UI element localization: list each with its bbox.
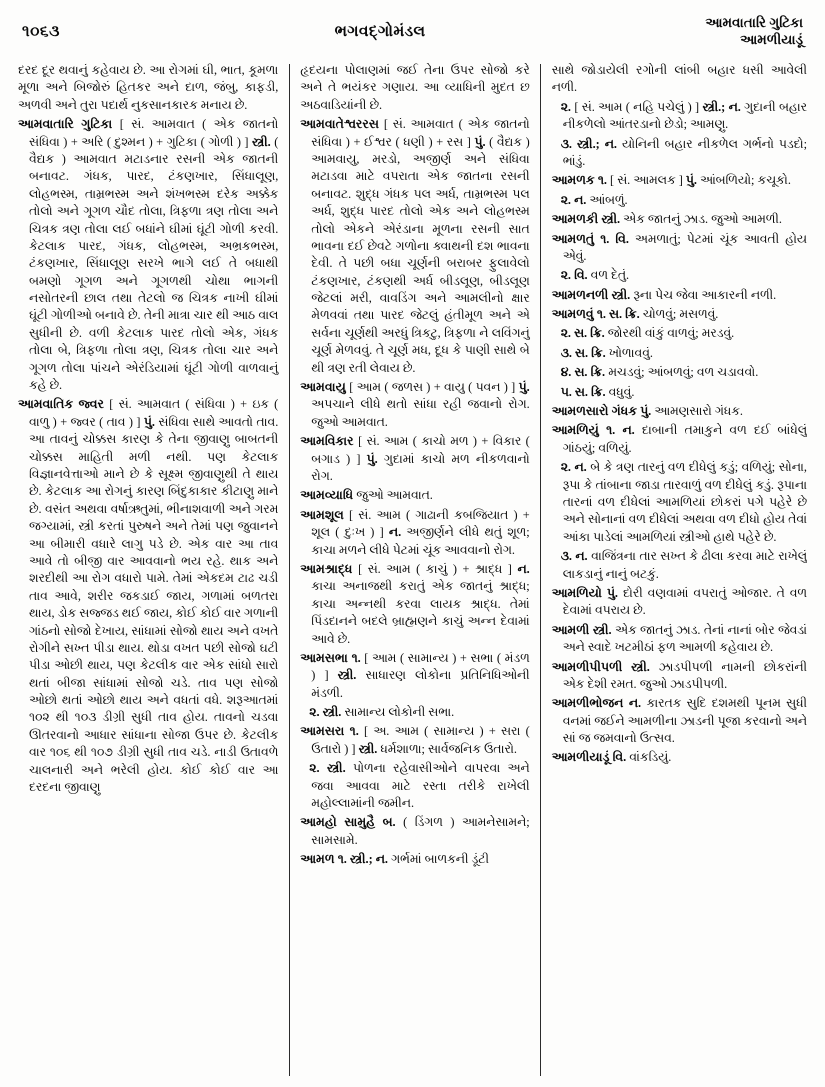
headword: આમશૂલ [300,507,350,522]
etymology: [ સં. આમ ( ગાઢાની કબજિયાત ) + શૂલ ( દુઃખ ) ] [311,507,530,540]
definition: જોરથી વાંકું વાળવું; મરડવું. [607,326,735,341]
headword: આમળક [551,173,598,188]
etymology: [ સં. આમવાત ( એક જાતનો સંધિવા ) + ઈશ્વર ( ધણી ) + રસ ] [311,117,530,149]
definition: આમણસારો ગંધક. [654,404,743,419]
headword: આમળવું [551,307,597,322]
definition: ચોળવું; મસળવું. [642,307,719,322]
definition: રૂના પેચ જેવા આકારની નળી. [633,287,777,302]
part-of-speech: સ્ત્રી. [358,741,381,756]
carryover-paragraph: સાથે જોડાયેલી રગોની લાંબી બહાર ધસી આવેલી નળી. [551,63,807,95]
dictionary-sense [300,760,529,812]
headword: આમવાતેશ્વરરસ [300,117,384,132]
sense-number: ૨. [309,761,327,776]
column-1 [18,62,289,1082]
definition: યોનિની બહાર નીકળેલ ગર્ભનો પડદો; ભાંડું. [562,136,807,168]
definition: આમવાત મટાડનાર રસની એક જાતની બનાવટ. ગંધક, પારદ, ટંકણખાર, સિંધાલૂણ, લોહભસ્મ, તામ્રભસ્મ અને શંખભસ્મ દરેક અક્કેક તોલો અને ગૂગળ ચૌદ તોલા, ત્રિફળા ત્રણ તોલા અને ચિત્રક ત્રણ તોલા લઈ બધાંને ઘીમાં ઘૂંટી ગોળી કરવી. કેટલાક પારદ, ગંધક, લોહભસ્મ, અભ્રકભસ્મ, ટંકણખાર, સિંધાલૂણ સરખે ભાગે લઈ તે બધાથી બમણો ગૂગળ અને ગૂગળથી ચોથા ભાગની નસોતરની છાલ તથા તેટલો જ ચિત્રક નાખી ઘીમાં ઘૂંટી ગોળીઓ બનાવે છે. તેની માત્રા ચાર થી આઠ વાલ સુધીની છે. વળી કેટલાક પારદ તોલો એક, ગંધક તોલા બે, ત્રિફળા તોલા ત્રણ, ચિત્રક તોલા ચાર અને ગૂગળ તોલા પાંચને એરંડિયામાં ઘૂંટી ગોળી વાળવાનું કહે છે. [29,151,279,393]
part-of-speech: વિ. [612,750,630,765]
part-of-speech: સ્ત્રી.; ન. [576,136,622,151]
catchword-first: આમવાતારિ ગુટિકા [705,15,803,30]
part-of-speech: સ. ક્રિ. [575,345,609,360]
carryover-paragraph: હૃદયના પોલાણમાં જઈ તેના ઉપર સોજો કરે અને તે ભયંકર ગણાય. આ વ્યાધિની મુદત છ અઠવાડિયાંની છે. [300,63,530,112]
part-of-speech: બ. [382,815,404,830]
dictionary-sense [552,548,807,583]
usage-field: ( વૈદ્યક ) [29,134,279,166]
part-of-speech: ન. [388,525,407,540]
part-of-speech: સ્ત્રી. [592,622,615,637]
headword: આમવાતારિ ગુટિકા [18,117,120,132]
part-of-speech: પું. [366,451,384,466]
dictionary-entry [300,433,529,485]
definition: અપચાને લીધે થતો સાંધા રહી જવાનો રોગ. જુઓ આમવાત. [311,397,530,429]
dictionary-sense [552,345,807,362]
sense-number: ૧. [337,852,350,867]
dictionary-entry [552,695,807,747]
part-of-speech: ન. [574,460,591,475]
definition: સંધિવા સાથે આવતો તાવ. આ તાવનું ચોક્કસ કારણ કે તેના જીવાણુ બાબતની ચોક્કસ માહિતી મળી નથી. પણ કેટલાક વિજ્ઞાનવેત્તાઓ માને છે કે સૂક્ષ્મ જીવાણુથી તે થાય છે. કેટલાક આ રોગનું કારણ બિંદુકાકાર કીટાણુ માને છે. વસંત અથવા વર્ષાઋતુમાં, ભીનાશવાળી અને ગરમ જગ્યામાં, સ્ત્રી કરતાં પુરુષને અને તેમાં પણ જુવાનને આ બીમારી વધારે લાગુ પડે છે. એક વાર આ તાવ આવે તો બીજી વાર આવવાનો ભય રહે. થાક અને શરદીથી આ રોગ વધારો પામે. તેમાં એકદમ ટાઢ ચડી તાવ આવે, શરીર જકડાઈ જાય, ગળામાં બળતરા થાય, ડોક સજ્જડ થઈ જાય, કોઈ કોઈ વાર ગળાની ગાંઠનો સોજો દેખાય, સાંધામાં સોજો થાય અને વખતે રોગીને સખ્ત પીડા થાય. થોડા વખત પછી સોજો ઘટી પીડા ઓછી થાય, પણ કેટલીક વાર એક સાંધો સારો થતાં બીજા સાંધામાં સોજો ચડે. તાવ પણ સોજો ઓછો થતાં ઓછો થાય અને વધતાં વધે. શરૂઆતમાં ૧૦૨ થી ૧૦૩ ડીગ્રી સુધી તાવ હોય. તાવનો ચડવા ઊતરવાનો આધાર સાંધાના સોજા ઉપર છે. કેટલીક વાર ૧૦૬ થી ૧૦૭ ડીગ્રી સુધી તાવ ચડે. નાડી ઉતાવળે ચાલનારી અને ભરેલી હોય. કોઈ કોઈ વાર આ દરદના જીવાણુ [29,414,279,795]
dictionary-sense [552,99,807,134]
sense-number: ૧. [606,423,623,438]
definition: વળ દેતું. [590,268,630,283]
sense-number: ૪. [560,365,575,380]
definition: દાબાની તમાકુને વળ દઈ બાંધેલું ગાંઠયું; વળિયું. [562,423,807,455]
definition: કારતક સુદિ દશમથી પૂનમ સુધી વનમાં જઈને આમળીના ઝાડની પૂજા કરવાનો અને સાં જ જમવાનો ઉત્સવ. [562,696,807,746]
definition: એક જાતનું ઝાડ. જુઓ આમળી. [623,212,782,227]
definition: જુઓ આમવાત. [356,488,433,503]
definition: પોળના રહેવાસીઓને વાપરવા અને જવા આવવા માટે રસ્તા તરીકે રાખેલી મહોલ્લામાંની જમીન. [311,761,530,811]
definition: ખોળાવવું. [608,345,653,360]
dictionary-sense [300,704,529,721]
part-of-speech: સ્ત્રી.; ન. [702,99,745,114]
sense-number: ૧. [600,231,616,246]
dictionary-entry [18,396,278,796]
part-of-speech: સ્ત્રી. [326,761,353,776]
etymology: [ સં. આમ ( કાચું ) + શ્રાદ્ધ ] [358,561,518,576]
headword: આમશ્રાદ્ધ [300,561,359,576]
definition: આમનેસામને; સામસામે. [311,815,530,847]
definition: આમવાયુ, મરડો, અજીર્ણ અને સંધિવા મટાડવા માટે વપરાતા એક જાતના રસની બનાવટ. શુદ્ધ ગંધક પલ અર્ધ, તામ્રભસ્મ પલ અર્ધ, શુદ્ધ પારદ તોલો એક અને લોહભસ્મ તોલો એકને એરંડાના મૂળના રસની સાત ભાવના દઈ છેવટે ગળોના ક્વાથની દશ ભાવના દેવી. તે પછી બધા ચૂર્ણની બરાબર ફુલાવેલો ટંકણખાર, ટંકણથી અર્ધ બીડલૂણ, બીડલૂણ જેટલાં મરી, વાવડિંગ અને આમલીનો ક્ષાર મેળવવાં તથા પારદ જેટલું હંતીમૂળ અને એ સર્વના ચૂર્ણથી અરધું ત્રિકટુ, ત્રિફળા ને લવિંગનું ચૂર્ણ મેળવવું. તે ચૂર્ણ મધ, દૂધ કે પાણી સાથે બે થી ત્રણ રતી લેવાય છે. [311,151,530,375]
etymology: [ આમ ( સામાન્ય ) + સભા ( મંડળ ) ] [311,650,530,683]
headword: આમવ્યાધિ [300,488,357,503]
headword: આમવાયુ [300,380,350,395]
part-of-speech: સ. ક્રિ. [609,307,643,322]
definition: ગર્ભમાં બાળકની ડૂંટી [391,852,489,867]
definition: ઝાડપીપળી નામની છોકરાંની એક દેશી રમત. જુઓ ઝાડપીપળી. [562,659,807,691]
dictionary-entry [18,116,278,394]
dictionary-entry [300,487,529,504]
etymology: [ આમ ( જળસ ) + વાયુ ( પવન ) ] [349,380,519,395]
headword: આમસરા [300,724,350,739]
sense-number: ૧. [349,724,364,739]
dictionary-entry [300,650,529,702]
dictionary-entry [300,851,529,868]
etymology: [ અ. આમ ( સામાન્ય ) + સરા ( ઉતારો ) ] [311,724,530,756]
headword: આમળીભોજન [551,696,629,711]
headword: આમળિયું [551,423,607,438]
sense-number: ૨. [560,326,575,341]
part-of-speech: ન. [517,561,530,576]
definition: એક જાતનું ઝાડ. તેનાં નાનાં બોર જેવડાં અને સ્વાદે ખટમીઠાં ફળ આમળી કહેવાય છે. [562,622,807,655]
definition: ગુદાની બહાર નીકળેલો આંતરડાનો છેડો; આમણુ. [562,99,807,132]
usage-field: ( વૈદ્યક ) [489,134,530,149]
dictionary-entry [552,622,807,657]
etymology: [ સં. આમવાત ( એક જાતનો સંધિવા ) + અરિ ( દુશ્મન ) + ગુટિકા ( ગોળી ) ] [29,117,279,149]
dictionary-entry [552,172,807,189]
headword: આમસભા [300,650,352,665]
definition: સામાન્ય લોકોની સભા. [344,705,455,720]
catchword-block [588,14,803,49]
sense-number: ૧. [351,650,365,665]
dictionary-sense [552,325,807,342]
dictionary-sense [552,459,807,546]
dictionary-entry [300,723,529,758]
definition: દોરી વણવામાં વપરાતું ઓજાર. તે વળ દેવામાં વપરાય છે. [562,585,807,618]
definition: આંબળિયો; કચૂકો. [700,173,791,188]
definition: સાધારણ લોકોના પ્રતિનિધિઓની મંડળી. [311,668,530,700]
dictionary-entry [300,561,529,648]
dictionary-entry [300,507,529,559]
headword: આમળ [300,852,338,867]
part-of-speech: સ્ત્રી. [631,659,659,674]
sense-number: ૨. [560,460,575,475]
dictionary-entry [300,379,529,431]
book-title: ભગવદ્ગોમંડલ [334,23,426,40]
headword: આમળીપીપળી [551,659,632,674]
part-of-speech: સ્ત્રી. [601,212,624,227]
definition: મચડવું; આંબળવું; વળ ચડાવવો. [608,365,759,380]
sense-number: ૧. [596,307,610,322]
part-of-speech: પું. [518,380,530,395]
dictionary-entry [300,814,529,849]
headword: આમળીયાડૂં [551,750,613,765]
dictionary-entry [552,306,807,323]
etymology: [ સં. આમ ( નહિ પચેલું ) ] [574,99,703,114]
dictionary-entry [552,659,807,694]
text-columns [18,62,807,1082]
headword: આમળતું [551,231,601,246]
part-of-speech: ન. [574,192,590,207]
headword: આમળસારો ગંધક [551,404,641,419]
part-of-speech: સ્ત્રી. [611,287,634,302]
part-of-speech: સ્ત્રી. [322,705,345,720]
definition: બે કે ત્રણ તારનું વળ દીધેલું કડું; વળિયું; સોના, રૂપા કે તાંબાના જાડા તારવાળું વળ દીધેલું કડું. રૂપાના તારનાં વળ દીધેલાં આમળિયાં છોકરાં પગે પહેરે છે અને સોનાનાં વળ દીધેલાં અથવા વળ દીધો હોય તેવાં આંકા પાડેલાં આમળિયાં સ્ત્રીઓ હાથે પહેરે છે. [562,460,807,544]
part-of-speech: પું. [640,404,655,419]
part-of-speech: સ્ત્રી.; ન. [349,852,392,867]
definition: ગુદામાં કાચો મળ નીકળવાનો રોગ. [311,451,530,483]
headword: આમળકી [551,212,602,227]
dictionary-entry [552,287,807,304]
sense-number: ૨. [560,268,575,283]
sense-number: ૨. [560,192,575,207]
definition: વાંકડિયું. [629,750,672,765]
part-of-speech: પું. [143,414,159,429]
headword: આમળી [551,622,593,637]
dictionary-entry [300,116,529,377]
part-of-speech: પું. [474,134,490,149]
sense-number: ૨. [560,99,575,114]
definition: આંબળું. [589,192,628,207]
part-of-speech: પું. [606,585,623,600]
dictionary-entry [552,231,807,266]
headword: આમળિયો [551,585,607,600]
dictionary-sense [552,364,807,381]
part-of-speech: ન. [575,549,592,564]
part-of-speech: સ. ક્રિ. [574,326,608,341]
part-of-speech: વિ. [574,268,591,283]
part-of-speech: સ. ક્રિ. [574,365,609,380]
definition: અજીર્ણને લીધે થતું શૂળ; કાચા મળને લીધે પેટમાં ચૂંક આવવાનો રોગ. [311,525,530,557]
carryover-paragraph: દરદ દૂર થવાનું કહેવાય છે. આ રોગમાં ઘી, ભાત, કૂમળા મૂળા અને બિજોરું હિતકર અને દાળ, જંબુ, કાફડી, અળવી અને તુરા પદાર્થ નુકસાનકારક મનાય છે. [18,63,279,112]
part-of-speech: સ્ત્રી. [252,134,275,149]
running-head [18,14,807,60]
definition: અમળાતું; પેટમાં ચૂંક આવતી હોય એવું. [562,231,807,263]
dictionary-entry [552,422,807,457]
dictionary-entry [552,749,807,766]
headword: આમળનળી [551,287,612,302]
definition: કાચા અનાજથી કરાતું એક જાતનું શ્રાદ્ધ; કાચા અન્નથી કરવા લાયક શ્રાદ્ધ. તેમાં પિંડદાનને બદલે બ્રાહ્મણને કાચું અન્ન દેવામાં આવે છે. [311,579,530,646]
part-of-speech: ન. [622,423,642,438]
dictionary-sense [552,192,807,209]
part-of-speech: સ્ત્રી. [337,668,366,683]
etymology: [ સં. આમલક ] [610,173,686,188]
page-folio-number: ૧૦૬૩ [22,23,60,40]
sense-number: ૩. [560,549,576,564]
sense-number: ૧. [597,173,611,188]
part-of-speech: ન. [628,696,647,711]
dictionary-sense [552,136,807,171]
dictionary-entry [552,211,807,228]
part-of-speech: પું. [685,173,701,188]
headword: આમવિકાર [300,434,359,449]
dictionary-entry [552,403,807,420]
dictionary-sense [552,384,807,401]
definition: વાજિંત્રના તાર સખ્ત કે ઢીલા કરવા માટે રાખેલું લાકડાનું નાનું બટકું. [562,549,807,581]
part-of-speech: સ. ક્રિ. [574,384,609,399]
dictionary-sense [552,267,807,284]
sense-number: ૫. [560,384,575,399]
definition: ધર્મશાળા; સાર્વજનિક ઉતારો. [380,741,517,756]
usage-field: ( ડિંગળ ) [403,815,462,830]
column-3 [541,62,807,1082]
definition: વધુવું. [608,384,635,399]
sense-number: ૨. [309,705,323,720]
etymology: [ સં. આમ ( કાચો મળ ) + વિકાર ( બગાડ ) ] [311,434,530,466]
etymology: [ સં. આમવાત ( સંધિવા ) + ઇક ( વાળુ ) + જ્વર ( તાવ ) ] [29,397,279,429]
sense-number: ૩. [560,345,576,360]
dictionary-entry [552,585,807,620]
headword: આમવાતિક જ્વર [18,397,110,412]
part-of-speech: વિ. [615,231,635,246]
column-2 [290,62,539,1082]
sense-number: ૩. [560,136,577,151]
catchword-last: આમળીયાડૂં [740,32,803,48]
headword: આમહો સામુહૈ [300,815,383,830]
